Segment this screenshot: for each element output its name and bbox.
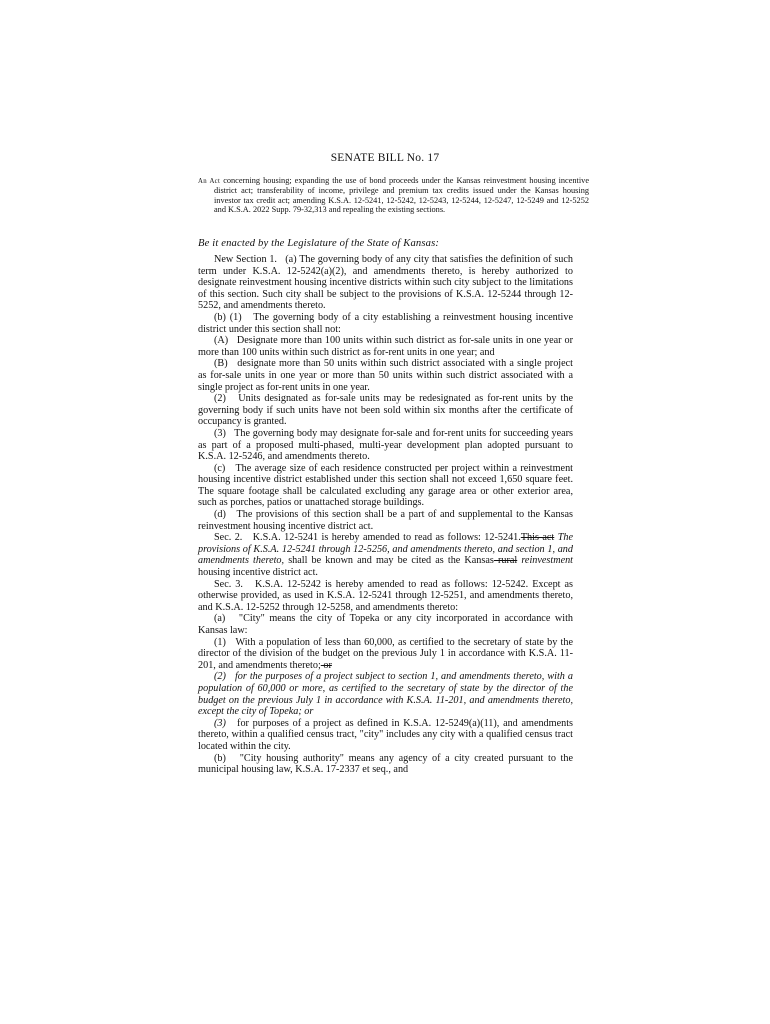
clause-b1b: (B) designate more than 50 units within such district associated with a single project as for-sale units in one year or more than 50 units within such district associated with a single project as for-rent units in one year. xyxy=(198,358,573,393)
subsection-d: (d) The provisions of this section shall be a part of and supplemental to the Kansas reinvestment housing incentive district act. xyxy=(198,509,573,532)
section-3: Sec. 3. K.S.A. 12-5242 is hereby amended to read as follows: 12-5242. Except as otherwise provided, as used in K.S.A. 12-5241 through 12-5251, and amendments thereto, and K.S.A. 12-5252 through 12-5258, and amendments thereto: xyxy=(198,578,573,613)
clause-b3: (3) The governing body may designate for-sale and for-rent units for succeeding years as part of a proposed multi-phased, multi-year development plan adopted pursuant to K.S.A. 12-5246, and amendments thereto. xyxy=(198,427,573,463)
act-text: concerning housing; expanding the use of bond proceeds under the Kansas reinvestment housing incentive district act; transferability of income, privilege and premium tax credits issued under the Kansas housing investor tax credit act; amending K.S.A. 12-5241, 12-5242, 12-5243, 12-5244, 12-5247, 12-5249 and 12-5252 and K.S.A. 2022 Supp. 79-32,313 and repealing the existing sections. xyxy=(214,176,590,214)
act-summary xyxy=(198,176,589,214)
section-2-text-cont: shall be known and may be cited as the Kansas xyxy=(284,555,494,567)
city-clause-1-text: (1) With a population of less than 60,000, as certified to the secretary of state by the director of the division of the budget on the previous July 1 in accordance with K.S.A. 11-201, and amendments thereto; xyxy=(198,636,573,671)
bill-body xyxy=(198,254,573,776)
subsection-c: (c) The average size of each residence constructed per project within a reinvestment housing incentive district established under this section shall not exceed 1,650 square feet. The square footage shall be calculated excluding any garage area or other exterior area, such as porches, patios or unattached storage buildings. xyxy=(198,462,573,509)
section-2-text-end: housing incentive district act. xyxy=(198,567,318,579)
act-label: An Act xyxy=(198,178,221,185)
city-clause-3-text: for purposes of a project as defined in K.S.A. 12-5249(a)(11), and amendments thereto, within a qualified census tract, "city" includes any city with a qualified census tract located within the city. xyxy=(198,717,573,752)
city-clause-3 xyxy=(198,718,573,753)
inserted-text-reinvestment: reinvestment xyxy=(517,555,574,567)
definition-city-housing-authority: (b) "City housing authority" means any agency of a city created pursuant to the municipal housing law, K.S.A. 17-2337 et seq., and xyxy=(198,752,573,776)
clause-b1a: (A) Designate more than 100 units within such district as for-sale units in one year or more than 100 units within such district as for-rent units in one year; and xyxy=(198,335,573,358)
section-2-text: Sec. 2. K.S.A. 12-5241 is hereby amended to read as follows: 12-5241. xyxy=(214,532,521,544)
city-clause-1 xyxy=(198,637,573,672)
inserted-text: The provisions of K.S.A. 12-5241 through 12-5256, and amendments thereto, and section 1, and amendments thereto, xyxy=(198,532,573,567)
struck-text: This act xyxy=(520,532,555,544)
enacting-clause: Be it enacted by the Legislature of the State of Kansas: xyxy=(198,238,440,249)
bill-title: SENATE BILL No. 17 xyxy=(330,152,440,164)
city-clause-3-number: (3) xyxy=(214,717,226,729)
section-2 xyxy=(198,532,573,578)
subsection-b1: (b) (1) The governing body of a city establishing a reinvestment housing incentive district under this section shall not: xyxy=(198,311,573,335)
clause-b2: (2) Units designated as for-sale units may be redesignated as for-rent units by the governing body if such units have not been sold within six months after the certificate of occupancy is granted. xyxy=(198,393,573,428)
city-clause-2: (2) for the purposes of a project subject to section 1, and amendments thereto, with a population of 60,000 or more, as certified to the secretary of state by the director of the budget on the previous July 1 in accordance with K.S.A. 11-201, and amendments thereto, except the city of Topeka; or xyxy=(198,671,573,718)
definition-city: (a) "City" means the city of Topeka or any city incorporated in accordance with Kansas law: xyxy=(198,613,573,636)
struck-text-or: or xyxy=(320,659,332,671)
new-section-1-intro: New Section 1. (a) The governing body of any city that satisfies the definition of such term under K.S.A. 12-5242(a)(2), and amendments thereto, is hereby authorized to designate reinvestment housing incentive districts within such city subject to the limitations of this section. Such city shall be subject to the provisions of K.S.A. 12-5244 through 12-5252, and amendments thereto. xyxy=(198,254,573,312)
struck-text-rural: rural xyxy=(493,555,518,567)
